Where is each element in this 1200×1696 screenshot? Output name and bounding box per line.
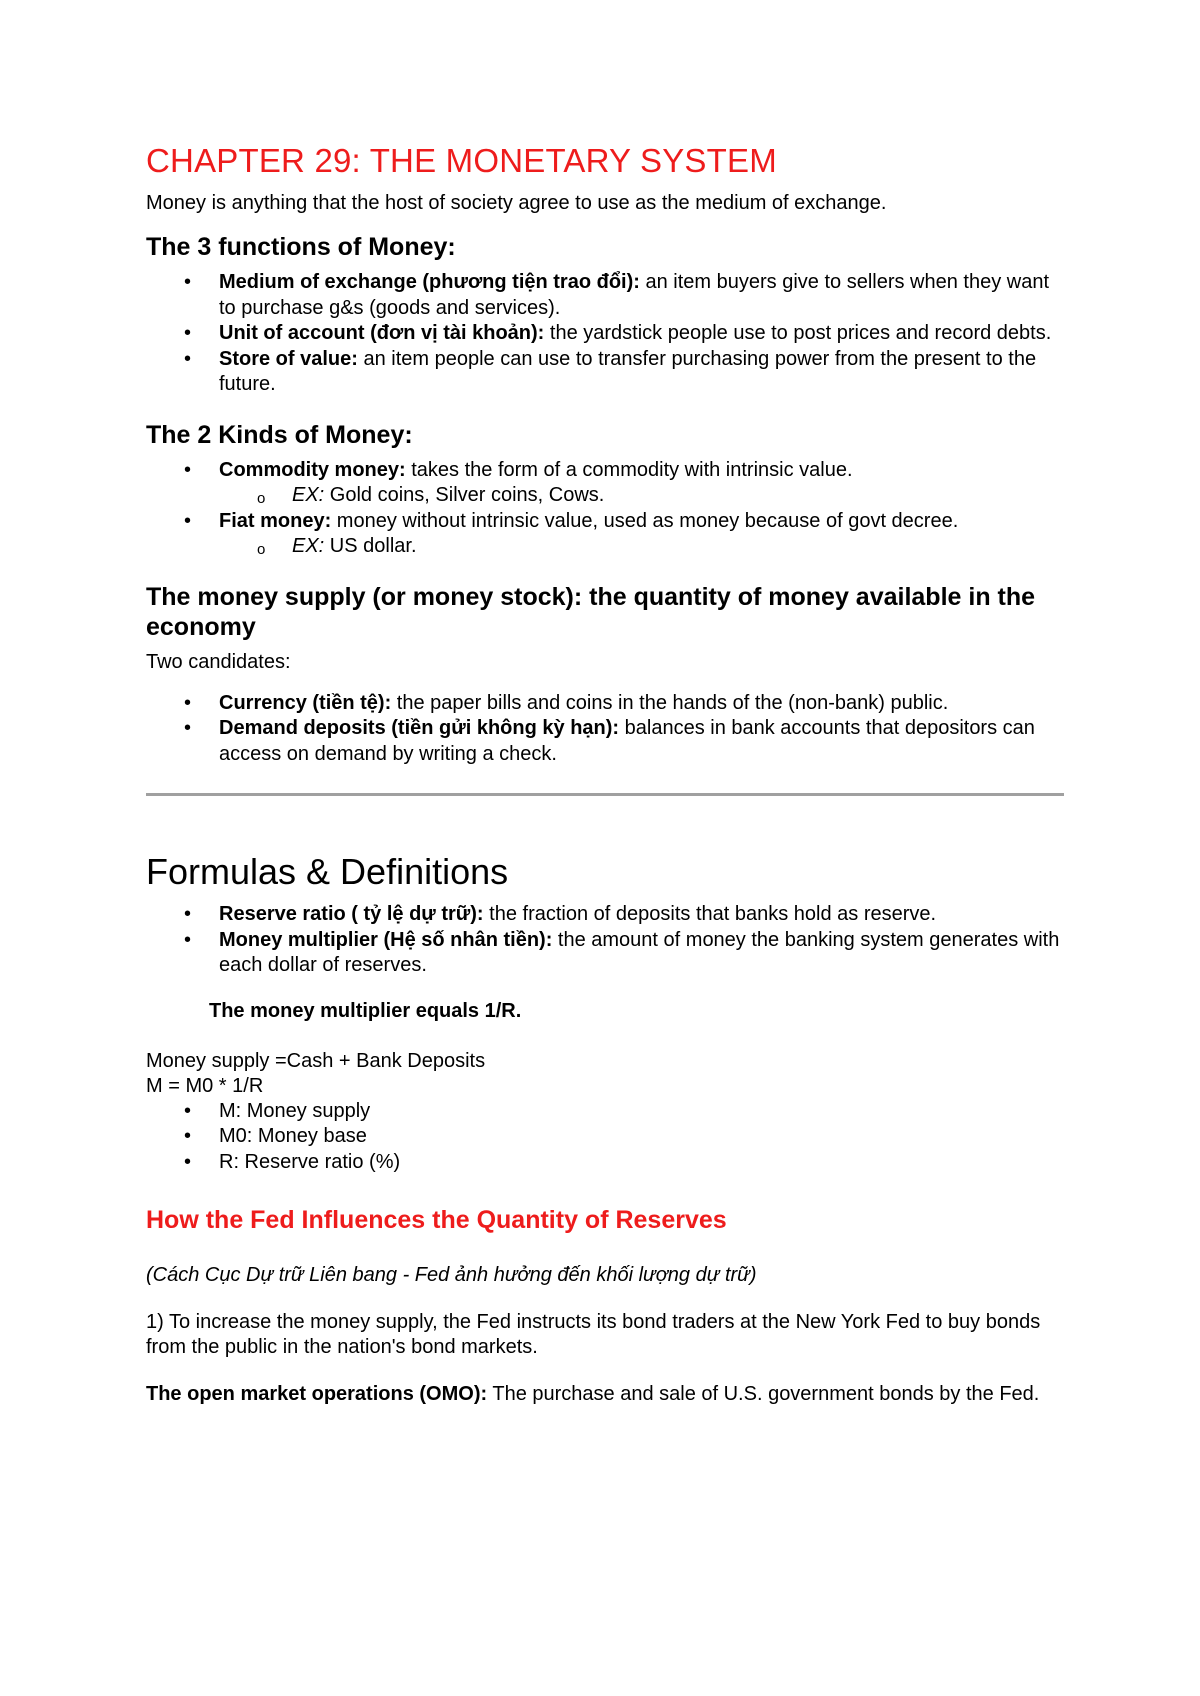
formulas-heading: Formulas & Definitions xyxy=(146,851,509,893)
example-list-2 xyxy=(146,534,1066,560)
list-item xyxy=(146,509,1066,535)
definition: the amount of money the banking system generates with each dollar of reserves. xyxy=(219,928,1060,977)
list-item: • M: Money supply xyxy=(146,1099,1066,1125)
fed-note: (Cách Cục Dự trữ Liên bang - Fed ảnh hưởng đến khối lượng dự trữ) xyxy=(146,1264,757,1287)
definition: the yardstick people use to post prices and record debts. xyxy=(544,322,1052,345)
list-item xyxy=(146,902,1066,928)
omo-term: The open market operations (OMO): xyxy=(146,1383,488,1406)
example-label: EX: xyxy=(292,535,325,558)
list-item: • R: Reserve ratio (%) xyxy=(146,1150,1066,1176)
list-item xyxy=(146,716,1066,767)
term: Unit of account (đơn vị tài khoản): xyxy=(219,322,545,345)
definition: an item buyers give to sellers when they want to purchase g&s (goods and services). xyxy=(219,271,1050,319)
term: Demand deposits (tiền gửi không kỳ hạn): xyxy=(219,717,620,740)
intro-paragraph: Money is anything that the host of society agree to use as the medium of exchange. xyxy=(146,192,887,215)
equation-money-supply: Money supply =Cash + Bank Deposits xyxy=(146,1049,486,1072)
definition: an item people can use to transfer purchasing power from the present to the future. xyxy=(219,347,1037,396)
variables-list xyxy=(146,1099,1066,1176)
list-item xyxy=(146,691,1066,717)
example-text: US dollar. xyxy=(324,535,417,558)
example-item xyxy=(146,534,1066,560)
kinds-heading: The 2 Kinds of Money: xyxy=(146,420,413,449)
term: Money multiplier (Hệ số nhân tiền): xyxy=(219,928,553,951)
example-list xyxy=(146,483,1066,509)
kinds-list xyxy=(146,458,1066,484)
example-item xyxy=(146,483,1066,509)
definition: the fraction of deposits that banks hold as reserve. xyxy=(483,903,937,926)
formulas-list xyxy=(146,902,1066,979)
candidates-lead: Two candidates: xyxy=(146,650,291,673)
term: Store of value: xyxy=(219,347,358,370)
list-item xyxy=(146,928,1066,979)
list-item: • M0: Money base xyxy=(146,1124,1066,1150)
term: Reserve ratio ( tỷ lệ dự trữ): xyxy=(219,903,484,926)
money-supply-heading: The money supply (or money stock): the quantity of money available in the economy xyxy=(146,582,1036,641)
functions-list xyxy=(146,270,1066,398)
definition: takes the form of a commodity with intrinsic value. xyxy=(405,458,853,481)
example-label: EX: xyxy=(292,484,325,507)
list-item xyxy=(146,458,1066,484)
multiplier-note: The money multiplier equals 1/R. xyxy=(209,999,522,1022)
fed-heading: How the Fed Influences the Quantity of Reserves xyxy=(146,1206,727,1235)
definition: money without intrinsic value, used as money because of govt decree. xyxy=(331,509,959,532)
horizontal-divider xyxy=(146,793,1064,796)
list-item xyxy=(146,270,1066,321)
document-page xyxy=(146,140,1066,1407)
fed-paragraph: 1) To increase the money supply, the Fed instructs its bond traders at the New York Fed to buy bonds from the public in the nation's bond markets. xyxy=(146,1311,1041,1359)
omo-paragraph xyxy=(146,1382,1066,1407)
functions-heading: The 3 functions of Money: xyxy=(146,233,456,262)
kinds-list-2 xyxy=(146,509,1066,535)
term: Fiat money: xyxy=(219,509,332,532)
chapter-title: CHAPTER 29: THE MONETARY SYSTEM xyxy=(146,142,777,179)
equation-m: M = M0 * 1/R xyxy=(146,1074,264,1097)
omo-definition: The purchase and sale of U.S. government bonds by the Fed. xyxy=(487,1383,1040,1406)
list-item xyxy=(146,347,1066,398)
list-item xyxy=(146,321,1066,347)
term: Commodity money: xyxy=(219,458,406,481)
definition: the paper bills and coins in the hands of the (non-bank) public. xyxy=(391,691,949,714)
term: Currency (tiền tệ): xyxy=(219,691,392,714)
example-text: Gold coins, Silver coins, Cows. xyxy=(324,484,605,507)
definition: balances in bank accounts that depositors can access on demand by writing a check. xyxy=(219,717,1035,765)
term: Medium of exchange (phương tiện trao đổi): xyxy=(219,271,640,294)
supply-list xyxy=(146,691,1066,768)
